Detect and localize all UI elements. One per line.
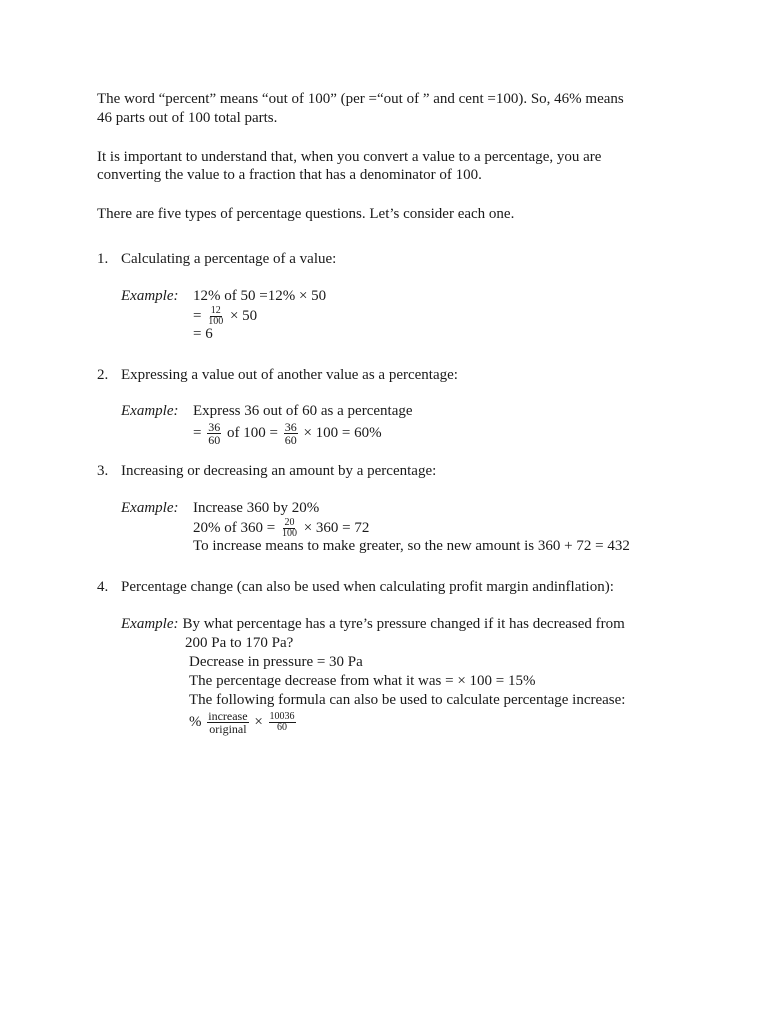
example-block-4 (121, 615, 697, 736)
fraction: $\frac{36}{60}$ (284, 420, 297, 448)
item-heading: Calculating a percentage of a value: (121, 250, 337, 267)
fraction: $\frac{20}{100}$ (281, 517, 297, 539)
conversion-line-2: converting the value to a fraction that has a denominator of 100. (97, 167, 482, 184)
item-heading: Percentage change (can also be used when calculating profit margin andinflation): (121, 579, 614, 595)
example-line: The following formula can also be used to calculate percentage increase: (189, 691, 626, 708)
formula-line: % $\frac{\text{increase}}{\text{original}}$ × $\frac{10036}{60}$ (189, 708, 295, 736)
fraction: $\frac{\text{increase}}{\text{original}}$ (208, 708, 248, 736)
example-line: The percentage decrease from what it was = × 100 = 15% (189, 672, 536, 689)
example-line: Decrease in pressure = 30 Pa (189, 653, 363, 670)
example-label: Example: (121, 403, 179, 420)
example-line: 20% of 360 = $\frac{20}{100}$ × 360 = 72 (193, 517, 370, 539)
example-line: = $\frac{36}{60}$ of 100 = $\frac{36}{60}$ × 100 = 60% (193, 420, 382, 448)
example-line: To increase means to make greater, so the new amount is 360 + 72 = 432 (193, 538, 630, 554)
intro-line-2: 46 parts out of 100 total parts. (97, 109, 278, 126)
list-item-1 (97, 250, 697, 269)
intro-line-1: The word “percent” means “out of 100” (per =“out of ” and cent =100). So, 46% means (97, 91, 624, 107)
item-heading: Increasing or decreasing an amount by a percentage: (121, 463, 437, 480)
intro-paragraph (97, 90, 697, 128)
example-line: 12% of 50 =12% × 50 (193, 287, 327, 304)
item-number: 3. (97, 463, 109, 480)
example-line: 200 Pa to 170 Pa? (185, 634, 294, 651)
example-line: Example: By what percentage has a tyre’s pressure changed if it has decreased from (121, 615, 625, 632)
document-page (97, 90, 697, 751)
example-label: Example: (121, 287, 179, 304)
fraction: $\frac{36}{60}$ (208, 420, 221, 448)
item-number: 1. (97, 250, 109, 267)
item-number: 4. (97, 579, 109, 595)
example-line: Express 36 out of 60 as a percentage (193, 403, 413, 420)
list-item-3 (97, 462, 697, 481)
item-number: 2. (97, 366, 109, 383)
example-block-1 (121, 287, 697, 344)
item-heading: Expressing a value out of another value as a percentage: (121, 366, 458, 383)
types-paragraph: There are five types of percentage questions. Let’s consider each one. (97, 206, 515, 222)
example-block-2 (121, 402, 697, 448)
list-item-4 (97, 578, 697, 597)
conversion-paragraph (97, 148, 697, 186)
fraction: $\frac{10036}{60}$ (269, 710, 295, 733)
example-label: Example: (121, 500, 179, 516)
conversion-line-1: It is important to understand that, when you convert a value to a percentage, you are (97, 148, 602, 165)
example-label: Example: (121, 615, 179, 632)
example-line: = $\frac{12}{100}$ × 50 (193, 304, 258, 327)
example-block-3 (121, 499, 697, 556)
fraction: $\frac{12}{100}$ (208, 304, 224, 327)
example-line: = 6 (193, 325, 213, 342)
list-item-2 (97, 366, 697, 385)
example-line: Increase 360 by 20% (193, 500, 320, 516)
